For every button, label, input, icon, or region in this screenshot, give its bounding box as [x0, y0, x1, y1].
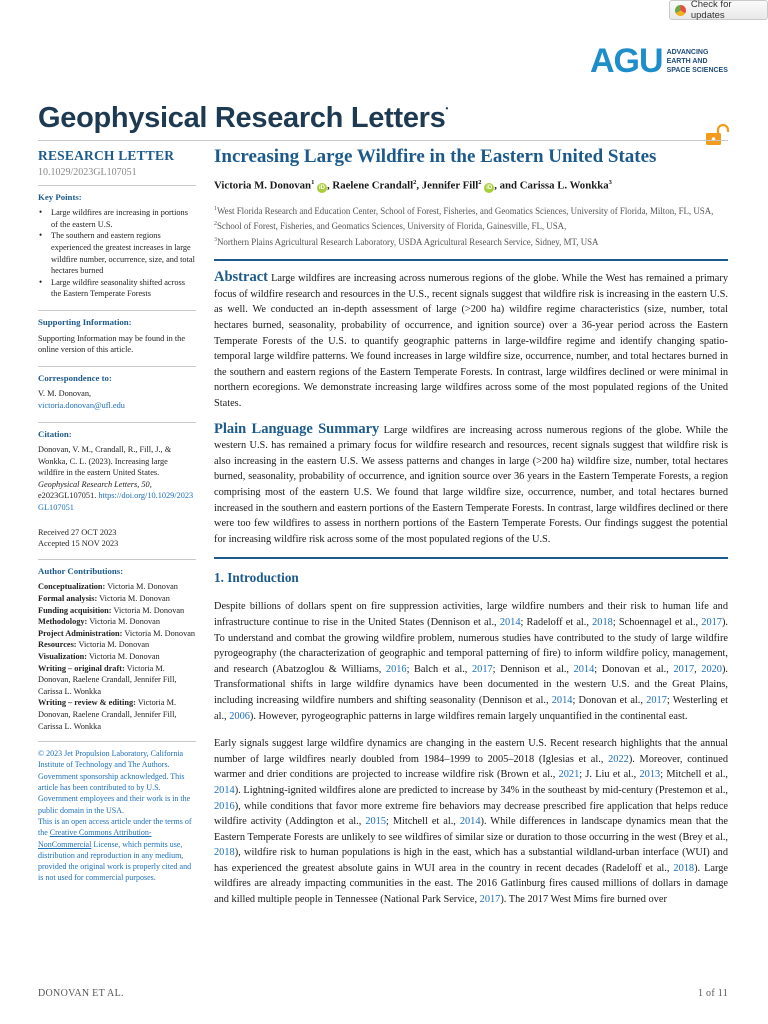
check-for-updates-label: Check for updates: [690, 0, 732, 21]
paragraph-text: ). Transformational shifts in large wildfire dynamics have been documented in the western U.S. and the Great Plains, including increasing wildfire numbers and shifting seasonality (Dennison et al.,: [214, 663, 728, 706]
license-block: [38, 748, 196, 884]
agu-logo: [590, 44, 728, 78]
plain-language-summary: [214, 422, 728, 548]
pls-text: Large wildfires are increasing across numerous regions of the globe. While the western U.S. has remained a primary focus for wildfire research and resources, recent signals suggest that wildfire risk is also increasing in the eastern U.S. We assess patterns and changes in large (>200 ha) wildfire size, number, total hectares burned, seasonality, probability of occurrence, and ignition source over 36 years in the Eastern Temperate Forests, a region comprising most of the eastern U.S. We found that large wildfire size, occurrence, number, and total hectares burned increased in the southern and eastern portions of the Eastern Temperate Forests. In contrast, large wildfires declined or there were too few wildfires to assess in northern portions of the Eastern Temperate Forests. Our findings suggest the potential for increasing wildfire risk across some of the most populated regions of the U.S.: [214, 424, 729, 545]
abstract-heading: Abstract: [214, 269, 268, 286]
agu-logo-mark: AGU: [590, 42, 663, 80]
orcid-icon[interactable]: iD: [486, 184, 493, 191]
footer-authors: DONOVAN ET AL.: [38, 988, 124, 999]
page-footer: [38, 988, 728, 999]
contribution-role: Visualization:: [38, 652, 88, 661]
open-access-lock-icon: [704, 124, 730, 146]
contribution-item: [38, 651, 196, 663]
author-name: Raelene Crandall: [332, 179, 414, 192]
doi-text: 10.1029/2023GL107051: [38, 167, 137, 178]
key-point: • Large wildfire seasonality shifted across the Eastern Temperate Forests: [38, 277, 196, 300]
paragraph-text: ; J. Liu et al.,: [579, 769, 640, 781]
paragraph-text: ), while conditions that favor more extreme fire behaviors may decrease prescribed fire application that helps reduce wildfire activity (Addington et al.,: [214, 800, 728, 828]
paragraph-text: ). However, pyrogeographic patterns in large wildfires remain largely unquantified in the continental east.: [249, 710, 688, 722]
contribution-item: [38, 581, 196, 593]
citation-link[interactable]: 2020: [701, 663, 722, 675]
contribution-role: Writing – review & editing:: [38, 698, 136, 708]
affiliation-text: West Florida Research and Education Center, School of Forest, Fisheries, and Geomatics Sciences, University of Florida, Milton, FL, USA,: [217, 205, 714, 216]
author-affiliation-number: 1: [311, 179, 315, 186]
page-number: 1 of 11: [697, 988, 728, 999]
paper-title: Increasing Large Wildfire in the Eastern United States: [214, 146, 657, 167]
citation-link[interactable]: 2022: [608, 753, 629, 765]
affiliation-number: 1: [214, 205, 217, 212]
paragraph-text: ; Radeloff et al.,: [520, 616, 593, 628]
contribution-names: Victoria M. Donovan: [78, 640, 150, 650]
main-column: [214, 146, 728, 908]
contribution-item: [38, 697, 196, 732]
citation-link[interactable]: 2014: [459, 816, 481, 828]
pls-heading: Plain Language Summary: [214, 420, 380, 437]
citation-link[interactable]: 2016: [385, 663, 407, 675]
citation-link[interactable]: 2016: [214, 800, 235, 812]
contribution-role: Writing – original draft:: [38, 663, 125, 673]
affiliation-text: Northern Plains Agricultural Research Laboratory, USDA Agricultural Research Service, Sidney, MT, USA: [217, 236, 599, 247]
divider: [38, 422, 196, 423]
affiliation: [214, 237, 598, 247]
author-name: Jennifer Fill: [421, 179, 479, 192]
citation-plain: Donovan, V. M., Crandall, R., Fill, J., & Wonkka, C. L. (2023). Increasing large wildfire in the eastern United States.: [38, 445, 172, 478]
correspondence-heading: Correspondence to:: [38, 372, 112, 383]
paragraph-text: Despite billions of dollars spent on fire suppression activities, large wildfire numbers and their risk to human life and infrastructure continue to rise in the United States (Dennison et al.,: [214, 601, 728, 628]
citation-text: [38, 444, 196, 514]
citation-link[interactable]: 2018: [592, 616, 613, 628]
supporting-info-text: Supporting Information may be found in the online version of this article.: [38, 333, 186, 355]
title-divider: [38, 140, 728, 141]
journal-title-mark: •: [445, 104, 448, 113]
copyright-text: © 2023 Jet Propulsion Laboratory, California Institute of Technology and The Authors. Government sponsorship acknowledged. This article has been contributed to by U.S. Government employees and their work is in the public domain in the USA.: [38, 749, 191, 815]
contribution-names: Victoria M. Donovan: [113, 605, 185, 615]
paragraph-text: ; Mitchell et al.,: [660, 769, 728, 781]
citation-link[interactable]: 2017: [471, 663, 493, 675]
citation-link[interactable]: 2017: [701, 616, 722, 628]
introduction-paragraph: [214, 599, 728, 724]
divider: [38, 559, 196, 560]
citation-link[interactable]: 2014: [499, 616, 521, 628]
author-separator: ,: [416, 179, 422, 192]
citation-journal: Geophysical Research Letters,: [38, 479, 140, 489]
author-name: Victoria M. Donovan: [214, 179, 312, 192]
citation-link[interactable]: 2018: [214, 847, 235, 859]
paragraph-text: ). Moreover, continued warmer and drier conditions are projected to increase wildfire risk (Brown et al.,: [214, 753, 728, 781]
affiliation: [214, 221, 566, 231]
supporting-info-heading: Supporting Information:: [38, 316, 132, 327]
section-divider: [214, 557, 728, 559]
citation-article: e2023GL107051.: [38, 491, 97, 501]
paragraph-text: Early signals suggest large wildfire dynamics are changing in the eastern U.S. Recent research highlights that the annual number of large wildfires nearly doubled from 1984–1999 to 2005–2018 (Iglesias et al.,: [214, 738, 728, 765]
author-separator: , and: [494, 179, 520, 192]
paragraph-text: ). Lightning-ignited wildfires alone are predicted to increase by 34% in the southeast by mid-century (Prestemon et al.,: [234, 784, 728, 796]
contribution-role: Methodology:: [38, 617, 88, 627]
citation-link[interactable]: 2017: [479, 894, 501, 906]
contribution-item: [38, 663, 196, 698]
contribution-item: [38, 616, 196, 628]
author-list: [214, 176, 728, 193]
abstract: [214, 270, 728, 411]
check-for-updates-button[interactable]: [669, 0, 768, 20]
key-point: • The southern and eastern regions experienced the greatest increases in large wildfire number, occurrence, size, and total hectares burned: [38, 230, 196, 276]
divider: [38, 310, 196, 311]
agu-tagline: [667, 48, 728, 75]
agu-tagline-line: EARTH AND: [666, 57, 708, 65]
dates-block: [38, 527, 196, 550]
crossmark-icon: [675, 5, 686, 16]
author-affiliation-number: 2: [413, 179, 417, 186]
affiliation: [214, 206, 713, 216]
correspondence-name: V. M. Donovan,: [38, 389, 92, 399]
paragraph-text: ; Dennison et al.,: [492, 663, 574, 675]
contribution-item: [38, 628, 196, 640]
section-divider: [214, 259, 728, 261]
citation-link[interactable]: 2021: [558, 769, 580, 781]
author-name: Carissa L. Wonkka: [519, 179, 609, 192]
divider: [38, 185, 196, 186]
paragraph-text: ,: [694, 663, 702, 675]
open-access-pre: This is an open access article under the terms of the: [38, 816, 192, 838]
contribution-role: Project Administration:: [38, 628, 123, 638]
citation-link[interactable]: 2017: [646, 694, 667, 706]
orcid-icon[interactable]: iD: [319, 184, 326, 191]
author-contributions-list: [38, 581, 196, 732]
citation-link[interactable]: 2014: [214, 784, 235, 796]
agu-tagline-line: ADVANCING: [666, 48, 709, 56]
paragraph-text: ; Mitchell et al.,: [386, 816, 460, 828]
citation-link[interactable]: 2015: [365, 816, 386, 828]
paragraph-text: ; Balch et al.,: [406, 663, 472, 675]
citation-link[interactable]: 2017: [673, 663, 695, 675]
citation-link[interactable]: 2006: [229, 710, 250, 722]
key-point: • Large wildfires are increasing in portions of the eastern U.S.: [38, 207, 196, 230]
open-access-post: License, which permits use, distribution and reproduction in any medium, provided the original work is properly cited and is not used for commercial purposes.: [38, 839, 192, 883]
accepted-date: Accepted 15 NOV 2023: [38, 539, 119, 549]
paragraph-text: ; Donovan et al.,: [572, 694, 647, 706]
introduction-paragraph: [214, 736, 728, 908]
paragraph-text: ; Westerling et al.,: [214, 694, 728, 722]
left-sidebar: [38, 148, 196, 884]
agu-tagline-line: SPACE SCIENCES: [666, 66, 728, 74]
introduction-heading: 1. Introduction: [214, 570, 299, 586]
paragraph-text: ; Donovan et al.,: [594, 663, 674, 675]
citation-link[interactable]: 2013: [639, 769, 661, 781]
paragraph-text: ). Large wildfires are already impacting communities in the east. The 2016 Gatlinburg fires caused millions of dollars in damage and killed multiple people in Tennessee (National Park Service,: [214, 862, 728, 906]
journal-title: [38, 102, 448, 135]
citation-link[interactable]: 2014: [551, 694, 573, 706]
paragraph-text: ). The 2017 West Mims fire burned over: [500, 894, 667, 906]
paragraph-text: ; Schoennagel et al.,: [612, 616, 702, 628]
contribution-item: [38, 605, 196, 617]
contribution-role: Funding acquisition:: [38, 605, 112, 615]
abstract-text: Large wildfires are increasing across numerous regions of the globe. While the West has remained a primary focus of wildfire research and resources in the U.S., recent signals suggest that wildfire risk is increasing in the eastern U.S. as well. We conducted an in-depth assessment of large (>200 ha) wildfire regime characteristics (size, number, total hectares burned, seasonality, probability of occurrence, and ignition source) over a 36-year period across the Eastern Temperate Forests of the U.S. to quantify geographic patterns in large-wildfire regime and identify changing spatio-temporal large wildfire patterns. We found increases in large wildfire size, occurrence, number, and total hectares burned in the southern and eastern regions of the Eastern Temperate Forests. In contrast, large wildfires declined or were minimal in northern ecoregions. We demonstrate increasing large wildfires across some of the most populated regions of the United States.: [214, 273, 728, 410]
author-affiliation-number: 3: [608, 179, 612, 186]
contribution-names: Victoria M. Donovan: [124, 628, 196, 638]
citation-link[interactable]: 2018: [673, 862, 695, 874]
affiliations: [214, 203, 728, 250]
author-separator: ,: [327, 179, 333, 192]
paragraph-text: ). To understand and combat the growing wildfire problem, numerous studies have contributed to the study of large wildfire pyrogeography (the characterization of geographic and temporal patterning of fire) to inform wildfire policy, management, and research (Abatzoglou & Williams,: [214, 616, 728, 675]
key-points-heading: Key Points:: [38, 191, 82, 202]
key-points-list: [38, 207, 196, 300]
citation-link[interactable]: 2014: [573, 663, 595, 675]
journal-title-text: Geophysical Research Letters: [38, 102, 446, 134]
divider: [38, 741, 196, 742]
contribution-names: Victoria M. Donovan: [88, 652, 160, 661]
contribution-names: Victoria M. Donovan, Raelene Crandall, Jennifer Fill, Carissa L. Wonkka: [38, 663, 177, 696]
citation-doi-link[interactable]: https://doi.org/10.1029/2023GL107051: [38, 491, 194, 513]
license-link[interactable]: Creative Commons Attribution-NonCommercial: [38, 828, 152, 849]
introduction-body: [214, 599, 728, 907]
affiliation-number: 2: [214, 221, 217, 228]
author-affiliation-number: 2: [478, 179, 482, 186]
contribution-names: Victoria M. Donovan: [107, 582, 178, 592]
paragraph-text: ). While differences in landscape dynamics mean that the Eastern Temperate Forests are unlikely to see wildfires of similar size or duration to those occurring in the west (Brey et al.,: [214, 816, 728, 843]
contribution-names: Victoria M. Donovan: [89, 617, 160, 627]
author-contributions-heading: Author Contributions:: [38, 565, 124, 576]
contribution-names: Victoria M. Donovan, Raelene Crandall, Jennifer Fill, Carissa L. Wonkka: [38, 698, 177, 731]
received-date: Received 27 OCT 2023: [38, 527, 117, 537]
divider: [38, 366, 196, 367]
citation-heading: Citation:: [38, 428, 72, 439]
contribution-item: [38, 639, 196, 651]
citation-volume: 50,: [141, 479, 152, 489]
contribution-item: [38, 593, 196, 605]
paragraph-text: ), wildfire risk to human populations is high in the east, which has a substantial wildland-urban interface (WUI) and has experienced the greatest absolute gains in WUI area in the country in recent decades (Radeloff et al.,: [214, 847, 728, 874]
article-type: RESEARCH LETTER: [38, 148, 175, 163]
correspondence-email-link[interactable]: victoria.donovan@ufl.edu: [38, 400, 125, 410]
open-access-text: [38, 816, 196, 884]
contribution-names: Victoria M. Donovan: [99, 594, 170, 604]
contribution-role: Formal analysis:: [38, 594, 98, 604]
contribution-role: Conceptualization:: [38, 582, 106, 592]
affiliation-text: School of Forest, Fisheries, and Geomatics Sciences, University of Florida, Gainesville, FL, USA,: [217, 221, 567, 232]
affiliation-number: 3: [214, 236, 217, 243]
contribution-role: Resources:: [38, 640, 77, 650]
